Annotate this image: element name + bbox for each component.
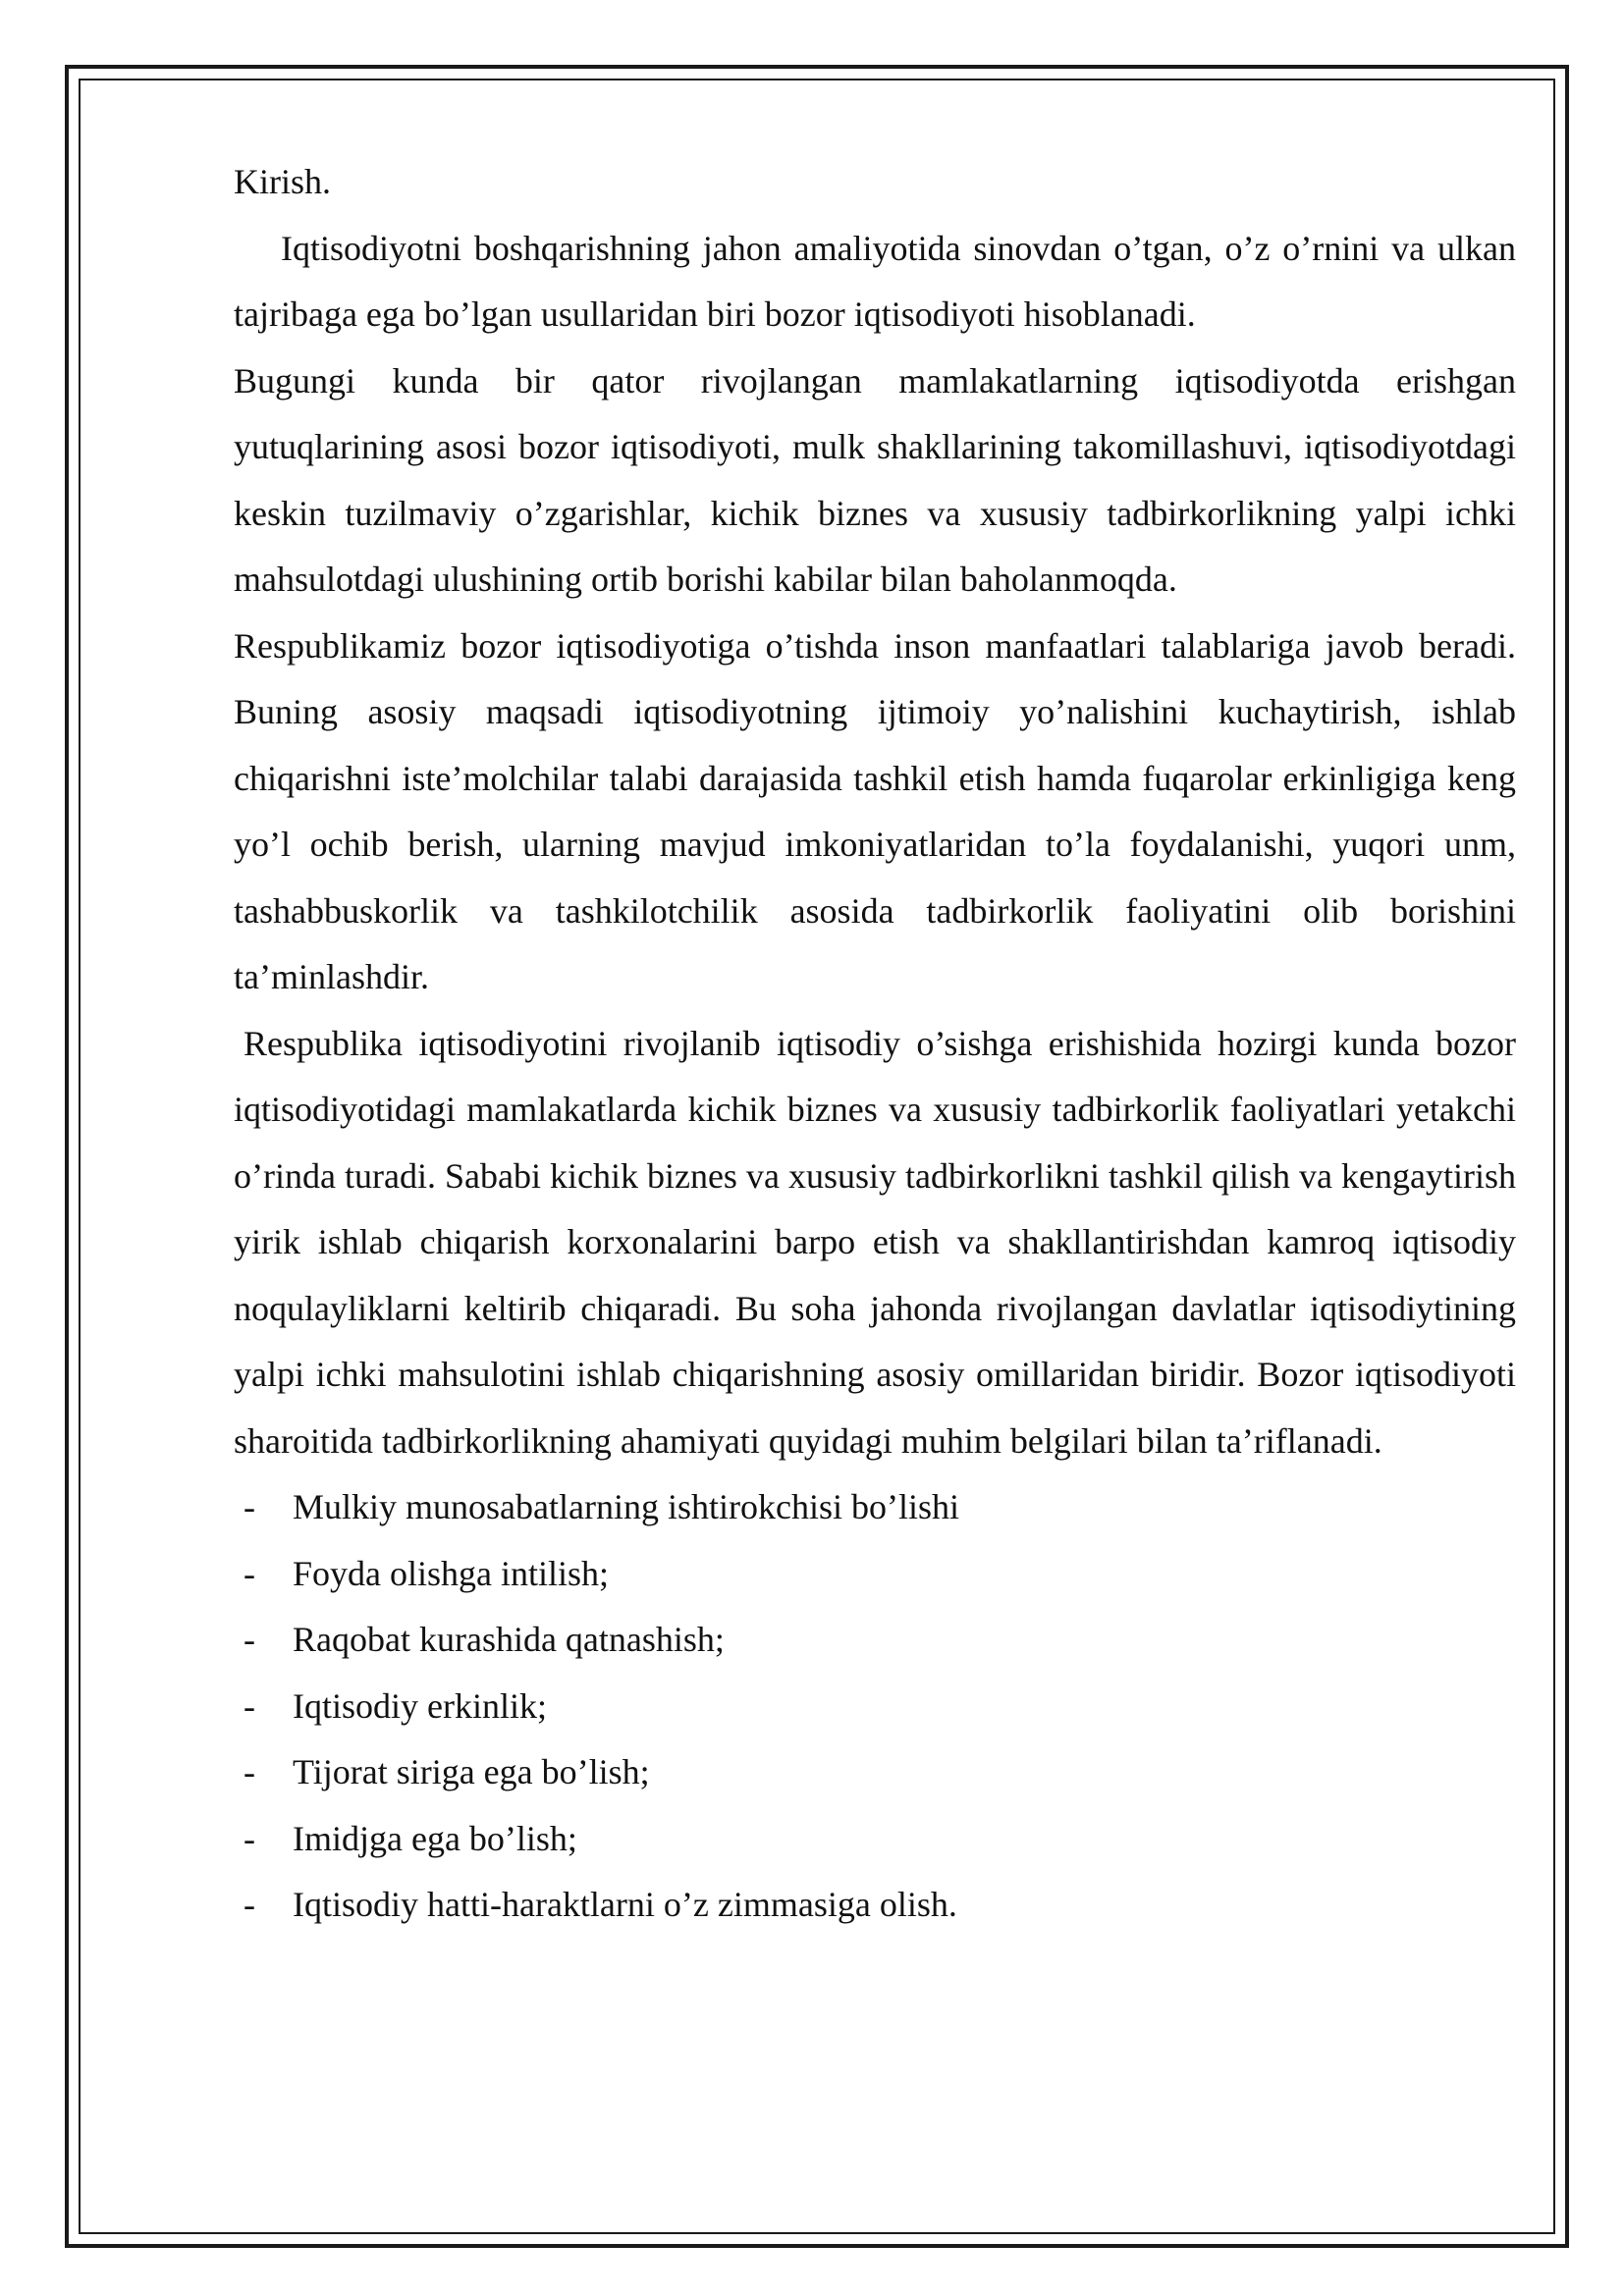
list-marker: - xyxy=(244,1487,255,1526)
paragraph-1: Iqtisodiyotni boshqarishning jahon amaliyotida sinovdan o’tgan, o’z o’rnini va ulkan tajribaga ega bo’lgan usullaridan biri bozor iqtisodiyoti hisoblanadi. xyxy=(234,228,1516,334)
list-item xyxy=(234,1474,1516,1541)
list-item-text: Iqtisodiy hatti-haraktlarni o’z zimmasiga olish. xyxy=(293,1885,957,1924)
feature-list xyxy=(234,1474,1516,1939)
list-item-text: Imidjga ega bo’lish; xyxy=(293,1818,577,1858)
document-heading: Kirish. xyxy=(234,162,331,201)
list-marker: - xyxy=(244,1685,255,1726)
list-item xyxy=(234,1674,1516,1740)
list-marker: - xyxy=(244,1553,255,1593)
list-item-text: Mulkiy munosabatlarning ishtirokchisi bo’lishi xyxy=(293,1487,959,1526)
list-marker: - xyxy=(244,1818,255,1858)
paragraph-3: Respublikamiz bozor iqtisodiyotiga o’tishda inson manfaatlari talablariga javob beradi. Buning asosiy maqsadi iqtisodiyotning ijtimoiy yo’nalishini kuchaytirish, ishlab chiqarishni iste’molchilar talabi darajasida tashkil etish hamda fuqarolar erkinligiga keng yo’l ochib berish, ularning mavjud imkoniyatlaridan to’la foydalanishi, yuqori unm, tashabbuskorlik va tashkilotchilik asosida tadbirkorlik faoliyatini olib borishini ta’minlashdir. xyxy=(234,625,1516,996)
paragraph-2: Bugungi kunda bir qator rivojlangan mamlakatlarning iqtisodiyotda erishgan yutuqlarining asosi bozor iqtisodiyoti, mulk shakllarining takomillashuvi, iqtisodiyotdagi keskin tuzilmaviy o’zgarishlar, kichik biznes va xususiy tadbirkorlikning yalpi ichki mahsulotdagi ulushining ortib borishi kabilar bilan baholanmoqda. xyxy=(234,360,1516,599)
paragraph-4: Respublika iqtisodiyotini rivojlanib iqtisodiy o’sishga erishishida hozirgi kunda bozor iqtisodiyotidagi mamlakatlarda kichik biznes va xususiy tadbirkorlik faoliyatlari yetakchi o’rinda turadi. Sababi kichik biznes va xususiy tadbirkorlikni tashkil qilish va kengaytirish yirik ishlab chiqarish korxonalarini barpo etish va shakllantirishdan kamroq iqtisodiy noqulayliklarni keltirib chiqaradi. Bu soha jahonda rivojlangan davlatlar iqtisodiytining yalpi ichki mahsulotini ishlab chiqarishning asosiy omillaridan biridir. Bozor iqtisodiyoti sharoitida tadbirkorlikning ahamiyati quyidagi muhim belgilari bilan ta’riflanadi. xyxy=(234,1023,1516,1461)
document-body xyxy=(234,149,1516,1939)
list-item-text: Raqobat kurashida qatnashish; xyxy=(293,1620,725,1659)
list-item-text: Iqtisodiy erkinlik; xyxy=(293,1685,547,1726)
list-marker: - xyxy=(244,1620,255,1659)
list-item xyxy=(234,1541,1516,1608)
list-item xyxy=(234,1607,1516,1674)
list-item xyxy=(234,1872,1516,1939)
list-item-text: Tijorat siriga ega bo’lish; xyxy=(293,1752,650,1791)
list-item xyxy=(234,1806,1516,1873)
list-marker: - xyxy=(244,1885,255,1924)
list-marker: - xyxy=(244,1752,255,1791)
list-item xyxy=(234,1739,1516,1806)
list-item-text: Foyda olishga intilish; xyxy=(293,1553,610,1593)
